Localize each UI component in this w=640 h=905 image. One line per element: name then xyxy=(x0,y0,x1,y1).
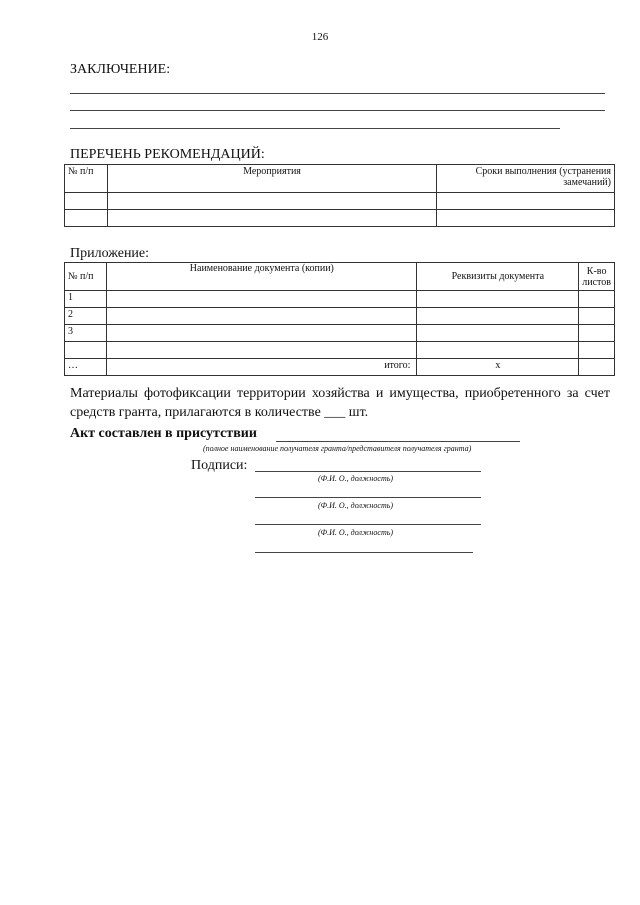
table-header-row xyxy=(65,165,615,193)
col-header-requisites: Реквизиты документа xyxy=(417,263,579,291)
col-header-deadlines: Сроки выполнения (устранения замечаний) xyxy=(437,165,615,193)
materials-text: Материалы фотофиксации территории хозяйства и имущества, приобретенного за счет средств гранта, прилагаются в количестве ___ шт. xyxy=(70,386,610,420)
col-header-document-name: Наименование документа (копии) xyxy=(107,263,417,291)
conclusion-heading: ЗАКЛЮЧЕНИЕ: xyxy=(70,62,171,77)
recommendations-heading: ПЕРЕЧЕНЬ РЕКОМЕНДАЦИЙ: xyxy=(70,147,265,162)
signature-caption-3: (Ф.И. О., должность) xyxy=(318,528,394,537)
conclusion-line-1 xyxy=(70,93,605,94)
recommendations-table xyxy=(64,164,615,227)
signature-line-3 xyxy=(255,524,481,525)
table-row xyxy=(65,342,615,359)
col-header-measures: Мероприятия xyxy=(108,165,437,193)
act-line xyxy=(276,441,520,442)
col-header-number: № п/п xyxy=(65,263,107,291)
table-row: 3 xyxy=(65,325,615,342)
table-row-total: … итого: x xyxy=(65,359,615,376)
col-header-number: № п/п xyxy=(65,165,108,193)
appendix-table xyxy=(64,262,615,376)
table-row xyxy=(65,210,615,227)
total-label: итого: xyxy=(107,359,417,376)
signature-caption-2: (Ф.И. О., должность) xyxy=(318,501,394,510)
table-row: 1 xyxy=(65,291,615,308)
table-header-row xyxy=(65,263,615,291)
signature-line-1 xyxy=(255,471,481,472)
col-header-sheets: К-во листов xyxy=(579,263,615,291)
conclusion-line-2 xyxy=(70,110,605,111)
page-number: 126 xyxy=(311,31,329,43)
signature-caption-1: (Ф.И. О., должность) xyxy=(318,474,394,483)
table-row: 2 xyxy=(65,308,615,325)
signature-line-2 xyxy=(255,497,481,498)
signatures-label: Подписи: xyxy=(191,458,248,473)
act-label: Акт составлен в присутствии xyxy=(70,426,257,441)
signature-line-4 xyxy=(255,552,473,553)
conclusion-line-3 xyxy=(70,128,560,129)
table-row xyxy=(65,193,615,210)
total-requisites: x xyxy=(417,359,579,376)
appendix-heading: Приложение: xyxy=(70,246,150,261)
act-caption: (полное наименование получателя гранта/представителя получателя гранта) xyxy=(203,444,472,453)
